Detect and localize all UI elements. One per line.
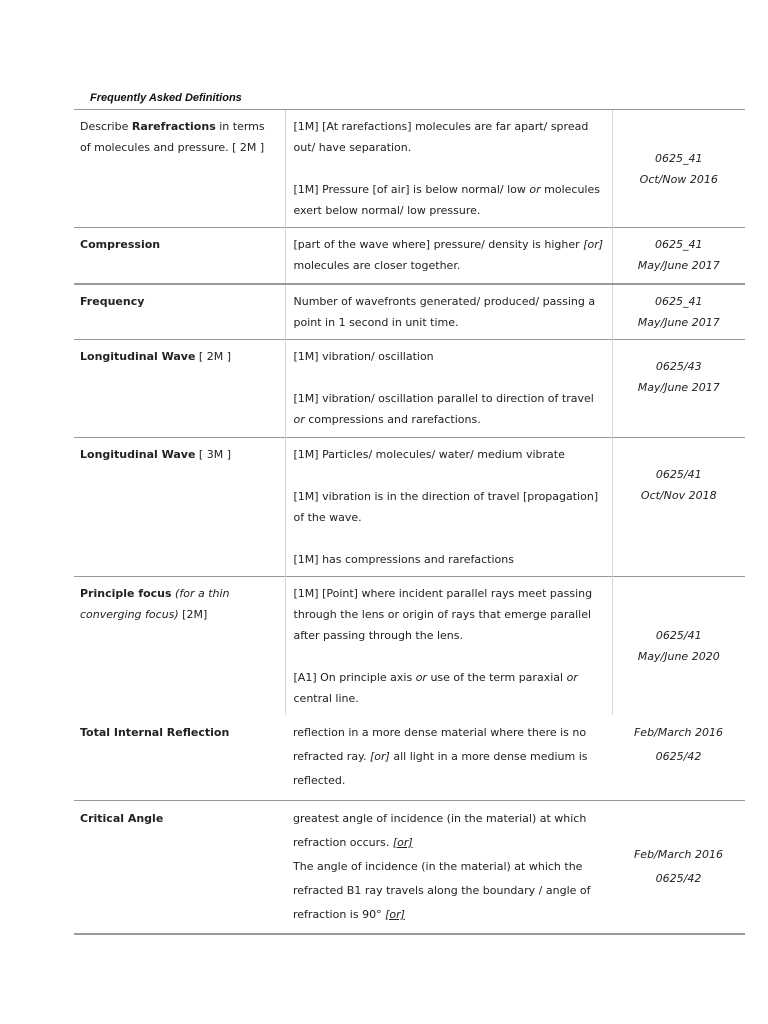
term-name: Compression [80,238,161,251]
definition-line: reflection in a more dense material where there is no refracted ray. [or] all light in a more dense medium is reflected. [293,726,588,787]
exam-session: May/June 2020 [637,650,720,663]
term-cell [74,228,285,284]
paper-code: 0625_41 [655,238,703,252]
definition-cell [285,284,612,340]
definition-cell [285,438,612,577]
reference-cell [612,577,745,716]
exam-session: Feb/March 2016 [633,726,724,739]
definition-cell [285,228,612,284]
definition-cell [285,577,612,716]
definition-line: greatest angle of incidence (in the material) at which refraction occurs. [or] [293,811,587,849]
definition-line: [1M] vibration/ oscillation parallel to direction of travel or compressions and rarefactions. [293,392,594,426]
definition-line: The angle of incidence (in the material) at which the refracted B1 ray travels along the boundary / angle of refraction is 90° [or] [293,859,591,921]
definition-line: [part of the wave where] pressure/ density is higher [or] molecules are closer together. [293,238,604,272]
definition-line: [A1] On principle axis or use of the term paraxial or central line. [293,671,578,705]
definition-line: [1M] Pressure [of air] is below normal/ low or molecules exert below normal/ low pressure. [293,183,600,217]
term-cell: Principle focus (for a thin converging focus) [2M] [80,587,230,621]
term-name: Total Internal Reflection [80,726,230,739]
reference-cell [612,228,745,284]
exam-session: May/June 2017 [637,381,720,394]
exam-session: Oct/Nov 2018 [640,489,717,502]
page-title: Frequently Asked Definitions [90,92,242,104]
term-cell: Longitudinal Wave [ 2M ] [80,350,231,363]
definition-line: [1M] [At rarefactions] molecules are far apart/ spread out/ have separation. [293,120,589,154]
term-name: Longitudinal Wave [80,448,196,461]
reference-cell [612,438,745,577]
definition-cell [285,340,612,438]
exam-session: Feb/March 2016 [633,847,724,861]
definition-line: Number of wavefronts generated/ produced/ passing a point in 1 second in unit time. [293,294,596,329]
term-cell [74,715,285,800]
definition-line: [1M] vibration is in the direction of travel [propagation] of the wave. [293,490,599,524]
term-name: Longitudinal Wave [80,350,196,363]
definition-cell [285,110,612,228]
reference-cell [612,110,745,228]
paper-code: 0625/42 [655,750,702,763]
definition-line: [1M] Particles/ molecules/ water/ medium vibrate [293,448,565,461]
term-name: Rarefractions [131,120,216,133]
table-row [74,110,745,228]
paper-code: 0625/43 [655,360,702,373]
table-row [74,438,745,577]
term-name: Principle focus [80,587,172,600]
definitions-table [74,110,745,935]
term-name: Frequency [80,294,145,308]
term-cell [74,800,285,934]
exam-session: Oct/Now 2016 [639,172,718,186]
paper-code: 0625_41 [655,151,703,165]
term-cell: Longitudinal Wave [ 3M ] [80,448,231,461]
paper-code: 0625_41 [655,294,703,308]
paper-code: 0625/41 [655,629,702,642]
term-cell: Describe Rarefractions in terms of molecules and pressure. [ 2M ] [80,120,265,154]
paper-code: 0625/42 [655,871,702,885]
definition-line: [1M] [Point] where incident parallel rays meet passing through the lens or origin of rays that emerge parallel after passing through the lens. [293,587,593,642]
definition-cell [285,715,612,800]
reference-cell [612,715,745,800]
definition-line: [1M] vibration/ oscillation [293,350,434,363]
definition-cell [285,800,612,934]
exam-session: May/June 2017 [637,259,720,273]
reference-cell [612,800,745,934]
table-row [74,800,745,934]
table-row [74,228,745,284]
table-row [74,715,745,800]
table-row [74,340,745,438]
term-cell [74,284,285,340]
exam-session: May/June 2017 [637,315,720,329]
definition-line: [1M] has compressions and rarefactions [293,553,514,566]
reference-cell [612,340,745,438]
term-name: Critical Angle [80,811,164,825]
reference-cell [612,284,745,340]
table-row [74,284,745,340]
paper-code: 0625/41 [655,468,702,481]
table-row [74,577,745,716]
